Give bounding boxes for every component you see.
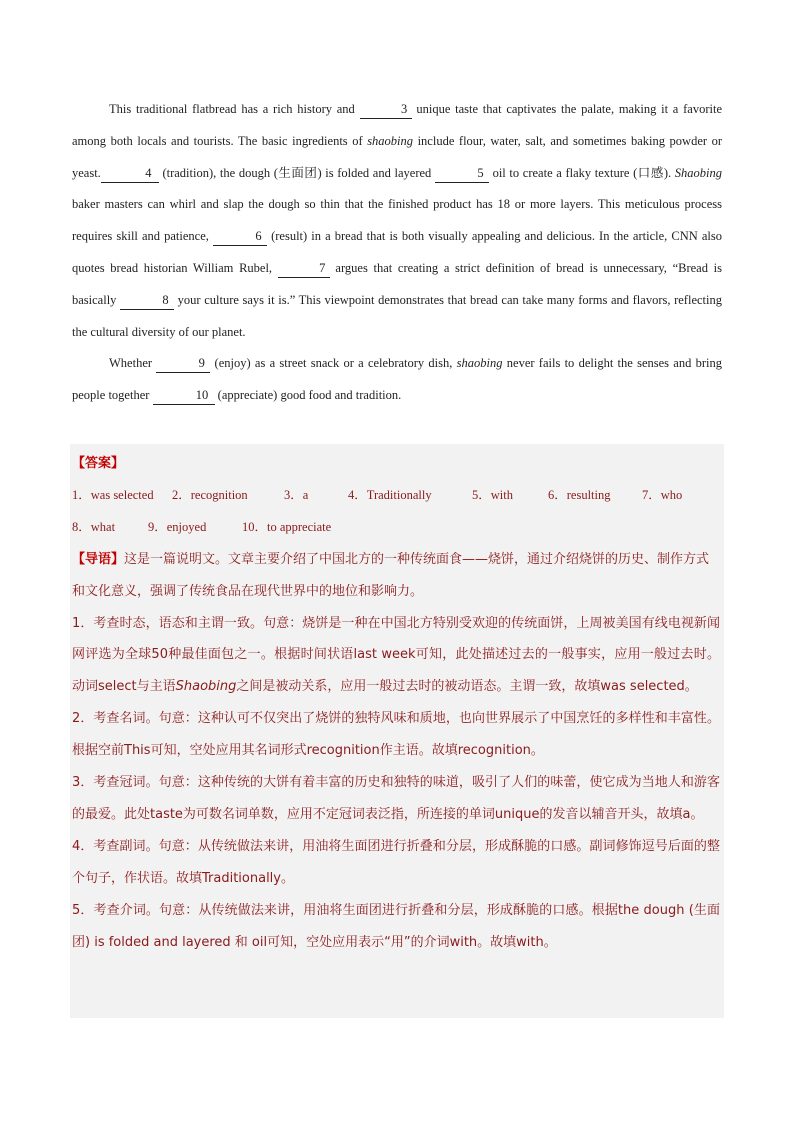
explanation-5: 5．考查介词。句意：从传统做法来讲，用油将生面团进行折叠和分层，形成酥脆的口感。根据the dough (生面团) is folded and layered 和 oil可知，空处应用表示“用”的介词with。故填with。 (72, 902, 720, 950)
passage-italic-term: shaobing (367, 133, 414, 148)
passage-paragraph-1 (72, 94, 722, 348)
blank-9: 9 (156, 355, 210, 373)
passage-paragraph-2 (72, 348, 722, 412)
answer-item: 7．who (642, 487, 683, 502)
answer-item: 5．with (472, 487, 513, 502)
guide-heading: 【导语】 (72, 551, 125, 567)
answer-content (72, 448, 720, 959)
blank-5: 5 (435, 165, 489, 183)
passage-italic-term: Shaobing (674, 165, 723, 180)
answer-item: 9．enjoyed (148, 519, 207, 534)
answer-item: 3．a (284, 487, 309, 502)
answer-item: 4．Traditionally (348, 487, 432, 502)
passage-text: your culture says it is.” This viewpoint demonstrates that bread can take many forms and flavors, reflecting the cultural diversity of our planet. (72, 292, 722, 339)
passage-text: This traditional flatbread has a rich history and (109, 102, 360, 116)
answer-row-2 (72, 512, 720, 544)
explanation-text: 之间是被动关系，应用一般过去时的被动语态。主谓一致，故填was selected。 (236, 679, 698, 695)
passage-text: oil to create a flaky texture (口感). (488, 165, 675, 180)
passage-text: Whether (109, 356, 157, 371)
blank-10: 10 (153, 387, 215, 405)
passage-text: (result) in a bread that is both visually appealing and delicious. In the article, CNN also quotes bread historian William Rubel, (72, 229, 723, 275)
passage-text: argues that creating a strict definition of bread is unnecessary, “Bread is basically (72, 260, 722, 307)
answer-item: 8．what (72, 519, 116, 534)
blank-7: 7 (278, 260, 330, 278)
explanation-1 (72, 608, 720, 704)
answer-item: 2．recognition (172, 487, 248, 502)
answer-heading: 【答案】 (72, 456, 125, 471)
blank-3: 3 (360, 101, 412, 119)
blank-6: 6 (213, 228, 267, 246)
passage-italic-term: shaobing (456, 356, 503, 371)
explanation-4: 4．考查副词。句意：从传统做法来讲，用油将生面团进行折叠和分层，形成酥脆的口感。副词修饰逗号后面的整个句子，作状语。故填Traditionally。 (72, 838, 720, 886)
guide-paragraph (72, 544, 720, 608)
answer-item: 10．to appreciate (242, 519, 332, 534)
guide-text: 这是一篇说明文。文章主要介绍了中国北方的一种传统面食——烧饼，通过介绍烧饼的历史、制作方式和文化意义，强调了传统食品在现代世界中的地位和影响力。 (72, 551, 710, 599)
passage-text: (tradition), the dough (生面团) is folded and layered (158, 165, 435, 180)
answer-item: 1．was selected (72, 487, 154, 502)
explanation-3: 3．考查冠词。句意：这种传统的大饼有着丰富的历史和独特的味道，吸引了人们的味蕾，使它成为当地人和游客的最爱。此处taste为可数名词单数，应用不定冠词表泛指，所连接的单词unique的发音以辅音开头，故填a。 (72, 775, 720, 822)
passage-text: (appreciate) good food and tradition. (214, 388, 402, 403)
explanation-text: 1．考查时态，语态和主谓一致。句意：烧饼是一种在中国北方特别受欢迎的传统面饼，上周被美国有线电视新闻网评选为全球50种最佳面包之一。根据时间状语last week可知，此处描述过去的一般事实，应用一般过去时。动词select与主语 (72, 615, 720, 695)
answer-item: 6．resulting (548, 487, 611, 502)
passage-text: baker masters can whirl and slap the dough so thin that the finished product has 18 or more layers. This meticulous process requires skill and patience, (72, 197, 722, 244)
blank-8: 8 (120, 292, 174, 310)
answer-row-1 (72, 480, 720, 512)
passage-text: unique taste that captivates the palate, making it a favorite among both locals and tourists. The basic ingredients of (72, 102, 722, 148)
passage-text: never fails to delight the senses and bring people together (72, 356, 722, 403)
explanation-2: 2．考查名词。句意：这种认可不仅突出了烧饼的独特风味和质地，也向世界展示了中国烹饪的多样性和丰富性。根据空前This可知，空处应用其名词形式recognition作主语。故填recognition。 (72, 711, 720, 759)
explanation-italic-term: Shaobing (175, 679, 237, 695)
blank-4: 4 (101, 165, 159, 183)
passage-text: include flour, water, salt, and sometimes baking powder or yeast. (72, 133, 722, 180)
answer-section (70, 444, 724, 1018)
reading-passage (72, 94, 722, 412)
passage-text: (enjoy) as a street snack or a celebratory dish, (210, 356, 457, 371)
